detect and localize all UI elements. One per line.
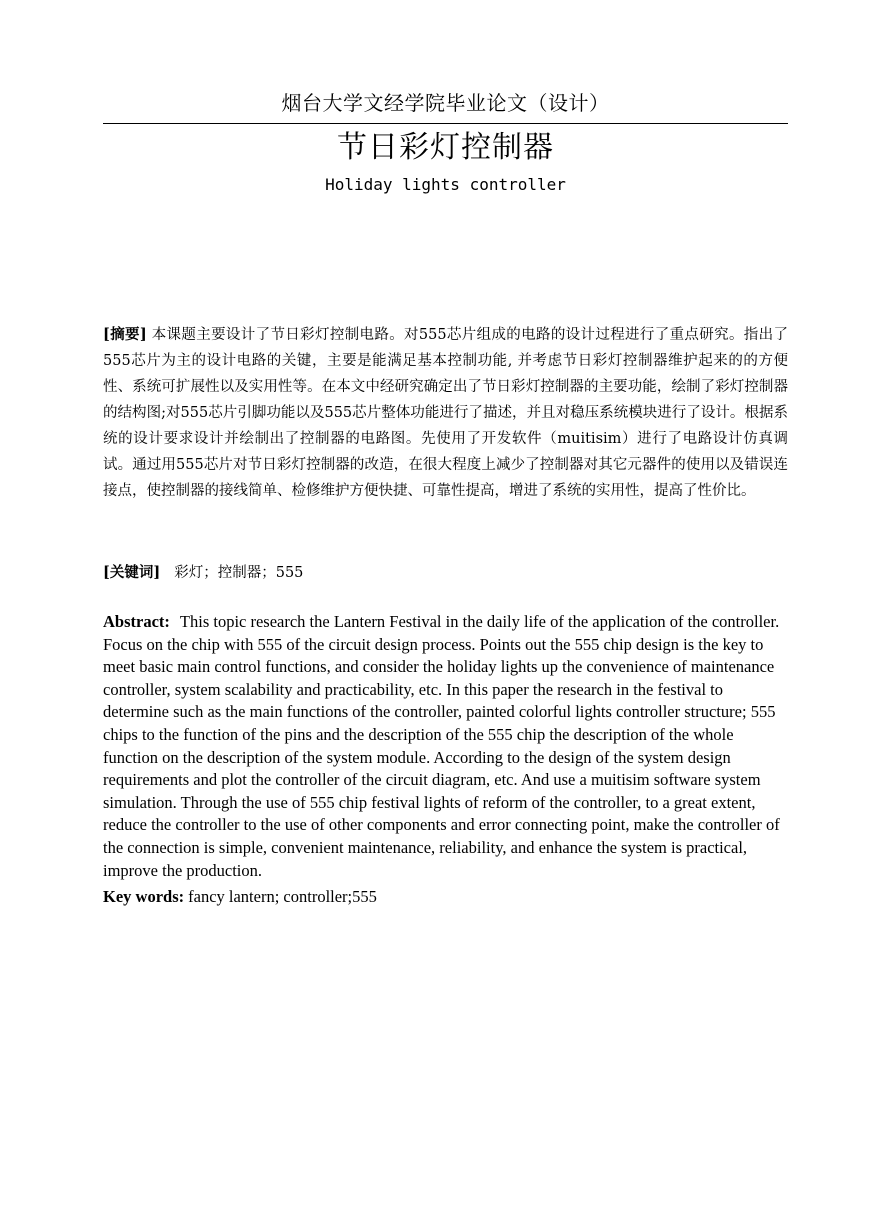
keywords-english-label: Key words: xyxy=(103,887,185,906)
keywords-english xyxy=(103,886,788,908)
thesis-title-chinese: 节日彩灯控制器 xyxy=(337,130,554,165)
page-header-title: 烟台大学文经学院毕业论文（设计） xyxy=(281,91,610,115)
abstract-english-label: Abstract: xyxy=(103,612,170,631)
keywords-chinese-text: 彩灯；控制器；555 xyxy=(174,565,304,581)
keywords-chinese-label: [关键词] xyxy=(103,564,161,581)
abstract-chinese-text: 本课题主要设计了节日彩灯控制电路。对555芯片组成的电路的设计过程进行了重点研究。指出了 555芯片为主的设计电路的关键，主要是能满足基本控制功能, 并考虑节日彩灯控制器维护起来的的方便性、系统可扩展性以及实用性等。在本文中经研究确定出了节日彩灯控制器的主要功能，绘制了彩灯控制器的结构图;对555芯片引脚功能以及555芯片整体功能进行了描述，并且对稳压系统模块进行了设计。根据系统的设计要求设计并绘制出了控制器的电路图。先使用了开发软件（muitisim）进行了电路设计仿真调试。通过用555芯片对节日彩灯控制器的改造，在很大程度上减少了控制器对其它元器件的使用以及错误连接点，使控制器的接线简单、检修维护方便快捷、可靠性提高，增进了系统的实用性，提高了性价比。 xyxy=(103,327,788,499)
keywords-english-text: fancy lantern; controller;555 xyxy=(188,887,377,906)
abstract-chinese xyxy=(103,322,788,504)
abstract-chinese-label: [摘要] xyxy=(103,326,147,343)
abstract-english xyxy=(103,611,788,882)
thesis-title-english: Holiday lights controller xyxy=(325,175,566,194)
keywords-chinese xyxy=(103,561,788,585)
header-rule xyxy=(103,123,788,124)
abstract-english-text: This topic research the Lantern Festival in the daily life of the application of the controller. Focus on the chip with 555 of the circuit design process. Points out the 555 chip design is the key to meet basic main control functions, and consider the holiday lights up the convenience of maintenance controller, system scalability and practicability, etc. In this paper the research in the festival to determine such as the main functions of the controller, painted colorful lights controller structure; 555 chips to the function of the pins and the description of the 555 chip the description of the whole function on the description of the system module. According to the design of the system design requirements and plot the controller of the circuit diagram, etc. And use a muitisim software system simulation. Through the use of 555 chip festival lights of reform of the controller, to a great extent, reduce the controller to the use of other components and error connecting point, make the controller of the connection is simple, convenient maintenance, reliability, and enhance the system is practical, improve the production. xyxy=(103,612,780,880)
